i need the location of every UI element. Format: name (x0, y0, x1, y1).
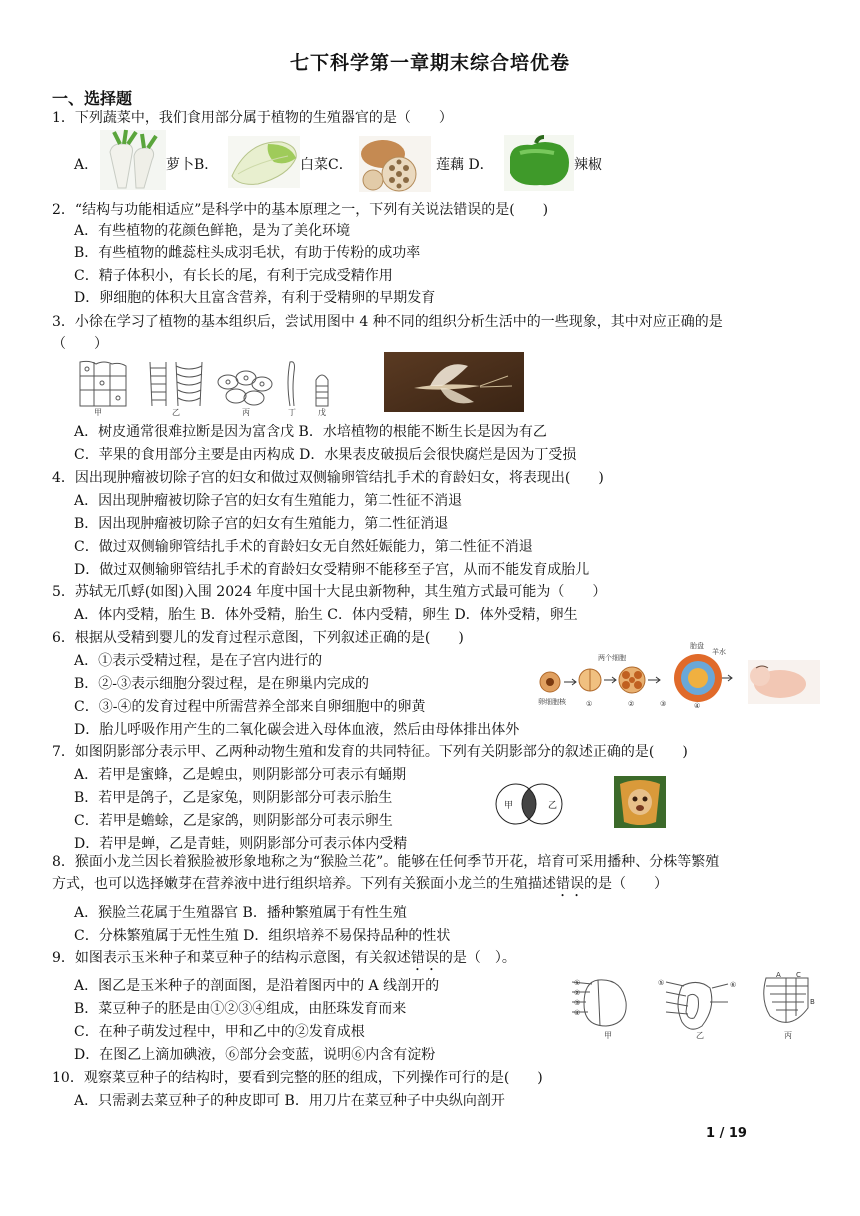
tissue-label-yi: 乙 (172, 408, 180, 417)
amnion-label: 羊水 (712, 648, 726, 656)
stage-num-3: ③ (660, 700, 667, 708)
seed-num-1: ① (574, 979, 581, 987)
q8-stem-line2 (52, 874, 668, 900)
q9-option-c: C．在种子萌发过程中，甲和乙中的②发育成根 (74, 1024, 365, 1040)
q6-option-d: D．胎儿呼吸作用产生的二氧化碳会进入母体血液，然后由母体排出体外 (74, 722, 520, 738)
seed-num-4: ④ (574, 1009, 581, 1017)
q8-stem-line2-a: 方式，也可以选择嫩芽在营养液中进行组织培养。下列有关猴面小龙兰的生殖描述 (52, 876, 556, 892)
venn-label-yi: 乙 (548, 801, 558, 811)
q2-stem: 2．“结构与功能相适应”是科学中的基本原理之一，下列有关说法错误的是( ) (52, 202, 549, 218)
radish-image (100, 130, 166, 190)
q1-option-b-label: 萝卜B． (166, 157, 219, 173)
q7-stem: 7．如图阴影部分表示甲、乙两种动物生殖和发育的共同特征。下列有关阴影部分的叙述正确的是( ) (52, 744, 688, 760)
q7-option-b: B．若甲是鸽子，乙是家兔，则阴影部分可表示胎生 (74, 790, 393, 806)
q6-stem: 6．根据从受精到婴儿的发育过程示意图，下列叙述正确的是( ) (52, 630, 464, 646)
seed-num-5: ⑤ (658, 979, 665, 987)
q8-options-ab: A．猴脸兰花属于生殖器官 B．播种繁殖属于有性生殖 (74, 905, 407, 921)
q1-option-c-label: 白菜C． (300, 157, 353, 173)
pepper-image (504, 135, 574, 191)
seed-num-6: ⑥ (730, 981, 737, 989)
q9-emphasis-wrong: 错误 (410, 950, 439, 966)
q8-stem-line2-b: 的是（ ） (584, 876, 668, 892)
q9-option-b: B．菜豆种子的胚是由①②③④组成，由胚珠发育而来 (74, 1001, 407, 1017)
seed-label-yi: 乙 (696, 1031, 704, 1040)
q1-option-d-text: 辣椒 (574, 157, 602, 173)
q4-option-b: B．因出现肿瘤被切除子宫的妇女有生殖能力，第二性征消退 (74, 516, 449, 532)
q7-option-d: D．若甲是蝉，乙是青蛙，则阴影部分可表示体内受精 (74, 836, 408, 852)
stage-num-2: ② (628, 700, 635, 708)
tissue-label-bing: 丙 (242, 408, 250, 417)
q4-option-c: C．做过双侧输卵管结扎手术的育龄妇女无自然妊娠能力，第二性征不消退 (74, 539, 533, 555)
fertilization-development-figure (536, 638, 820, 710)
lotus-root-image (359, 136, 431, 192)
two-cells-label: 两个细胞 (598, 654, 626, 662)
q4-option-a: A．因出现肿瘤被切除子宫的妇女有生殖能力，第二性征不消退 (74, 493, 463, 509)
seed-letter-b: B (810, 998, 815, 1006)
egg-nucleus-label: 卵细胞核 (538, 698, 566, 706)
q2-option-d: D．卵细胞的体积大且富含营养，有利于受精卵的早期发育 (74, 290, 436, 306)
monkey-orchid-photo (614, 776, 666, 828)
page-title: 七下科学第一章期末综合培优卷 (289, 52, 570, 74)
q5-options: A．体内受精，胎生 B．体外受精，胎生 C．体内受精，卵生 D．体外受精，卵生 (74, 607, 578, 623)
q8-options-cd: C．分株繁殖属于无性生殖 D．组织培养不易保持品种的性状 (74, 928, 451, 944)
q8-emphasis-wrong: 错误 (556, 876, 584, 892)
tissue-label-jia: 甲 (94, 408, 102, 417)
plant-tissues-figure (76, 358, 340, 416)
venn-label-jia: 甲 (504, 801, 514, 811)
q4-stem: 4．因出现肿瘤被切除子宫的妇女和做过双侧输卵管结扎手术的育龄妇女，将表现出( ) (52, 470, 604, 486)
q3-stem: 3．小徐在学习了植物的基本组织后，尝试用图中 4 种不同的组织分析生活中的一些现象，其中对应正确的是 (52, 314, 723, 330)
stage-num-4: ④ (694, 702, 701, 710)
q6-option-b: B．②-③表示细胞分裂过程，是在卵巢内完成的 (74, 676, 370, 692)
seed-num-2: ② (574, 989, 581, 997)
section-heading: 一、选择题 (52, 89, 133, 108)
q2-option-b: B．有些植物的雌蕊柱头成羽毛状，有助于传粉的成功率 (74, 245, 421, 261)
cabbage-image (228, 136, 300, 188)
seed-structure-figure (570, 972, 814, 1040)
q1-stem: 1．下列蔬菜中，我们食用部分属于植物的生殖器官的是（ ） (52, 110, 453, 126)
q2-option-c: C．精子体积小，有长长的尾，有利于完成受精作用 (74, 268, 393, 284)
q9-stem-b: 的是（ ）。 (438, 950, 516, 966)
q9-option-a: A．图乙是玉米种子的剖面图，是沿着图丙中的 A 线剖开的 (74, 978, 440, 994)
q3-stem-paren: （ ） (52, 336, 108, 352)
placenta-label: 胎盘 (690, 642, 704, 650)
q3-options-cd: C．苹果的食用部分主要是由丙构成 D．水果表皮破损后会很快腐烂是因为丁受损 (74, 447, 577, 463)
mayfly-photo (384, 352, 524, 412)
q2-option-a: A．有些植物的花颜色鲜艳，是为了美化环境 (74, 223, 351, 239)
q7-option-a: A．若甲是蜜蜂，乙是蝗虫，则阴影部分可表示有蛹期 (74, 767, 407, 783)
q7-option-c: C．若甲是蟾蜍，乙是家鸽，则阴影部分可表示卵生 (74, 813, 393, 829)
q9-stem-a: 9．如图表示玉米种子和菜豆种子的结构示意图，有关叙述 (52, 950, 411, 966)
seed-num-3: ③ (574, 999, 581, 1007)
q4-option-d: D．做过双侧输卵管结扎手术的育龄妇女受精卵不能移至子宫，从而不能发育成胎儿 (74, 562, 590, 578)
seed-letter-a: A (776, 971, 781, 979)
q1-option-d-label: 莲藕 D． (436, 157, 494, 173)
q6-option-c: C．③-④的发育过程中所需营养全部来自卵细胞中的卵黄 (74, 699, 426, 715)
seed-label-jia: 甲 (604, 1031, 612, 1040)
q10-options-ab: A．只需剥去菜豆种子的种皮即可 B．用刀片在菜豆种子中央纵向剖开 (74, 1093, 505, 1109)
q3-options-ab: A．树皮通常很难拉断是因为富含戊 B．水培植物的根能不断生长是因为有乙 (74, 424, 547, 440)
tissue-label-ding: 丁 (288, 408, 296, 417)
q9-stem (52, 948, 516, 974)
seed-letter-c: C (796, 971, 801, 979)
q5-stem: 5．苏轼无爪蜉(如图)入围 2024 年度中国十大昆虫新物种，其生殖方式最可能为（ ） (52, 584, 607, 600)
stage-num-1: ① (586, 700, 593, 708)
q6-option-a: A．①表示受精过程，是在子宫内进行的 (74, 653, 323, 669)
q10-stem: 10．观察菜豆种子的结构时，要看到完整的胚的组成，下列操作可行的是( ) (52, 1070, 543, 1086)
q8-stem-line1: 8．猴面小龙兰因长着猴脸被形象地称之为“猴脸兰花”。能够在任何季节开花，培育可采用播种、分株等繁殖 (52, 854, 720, 870)
q1-option-a-letter: A． (74, 157, 99, 173)
q9-option-d: D．在图乙上滴加碘液，⑥部分会变蓝，说明⑥内含有淀粉 (74, 1047, 436, 1063)
tissue-label-wu: 戊 (318, 408, 326, 417)
seed-label-bing: 丙 (784, 1031, 792, 1040)
venn-diagram (494, 782, 566, 826)
page-number: 1 / 19 (706, 1126, 747, 1141)
